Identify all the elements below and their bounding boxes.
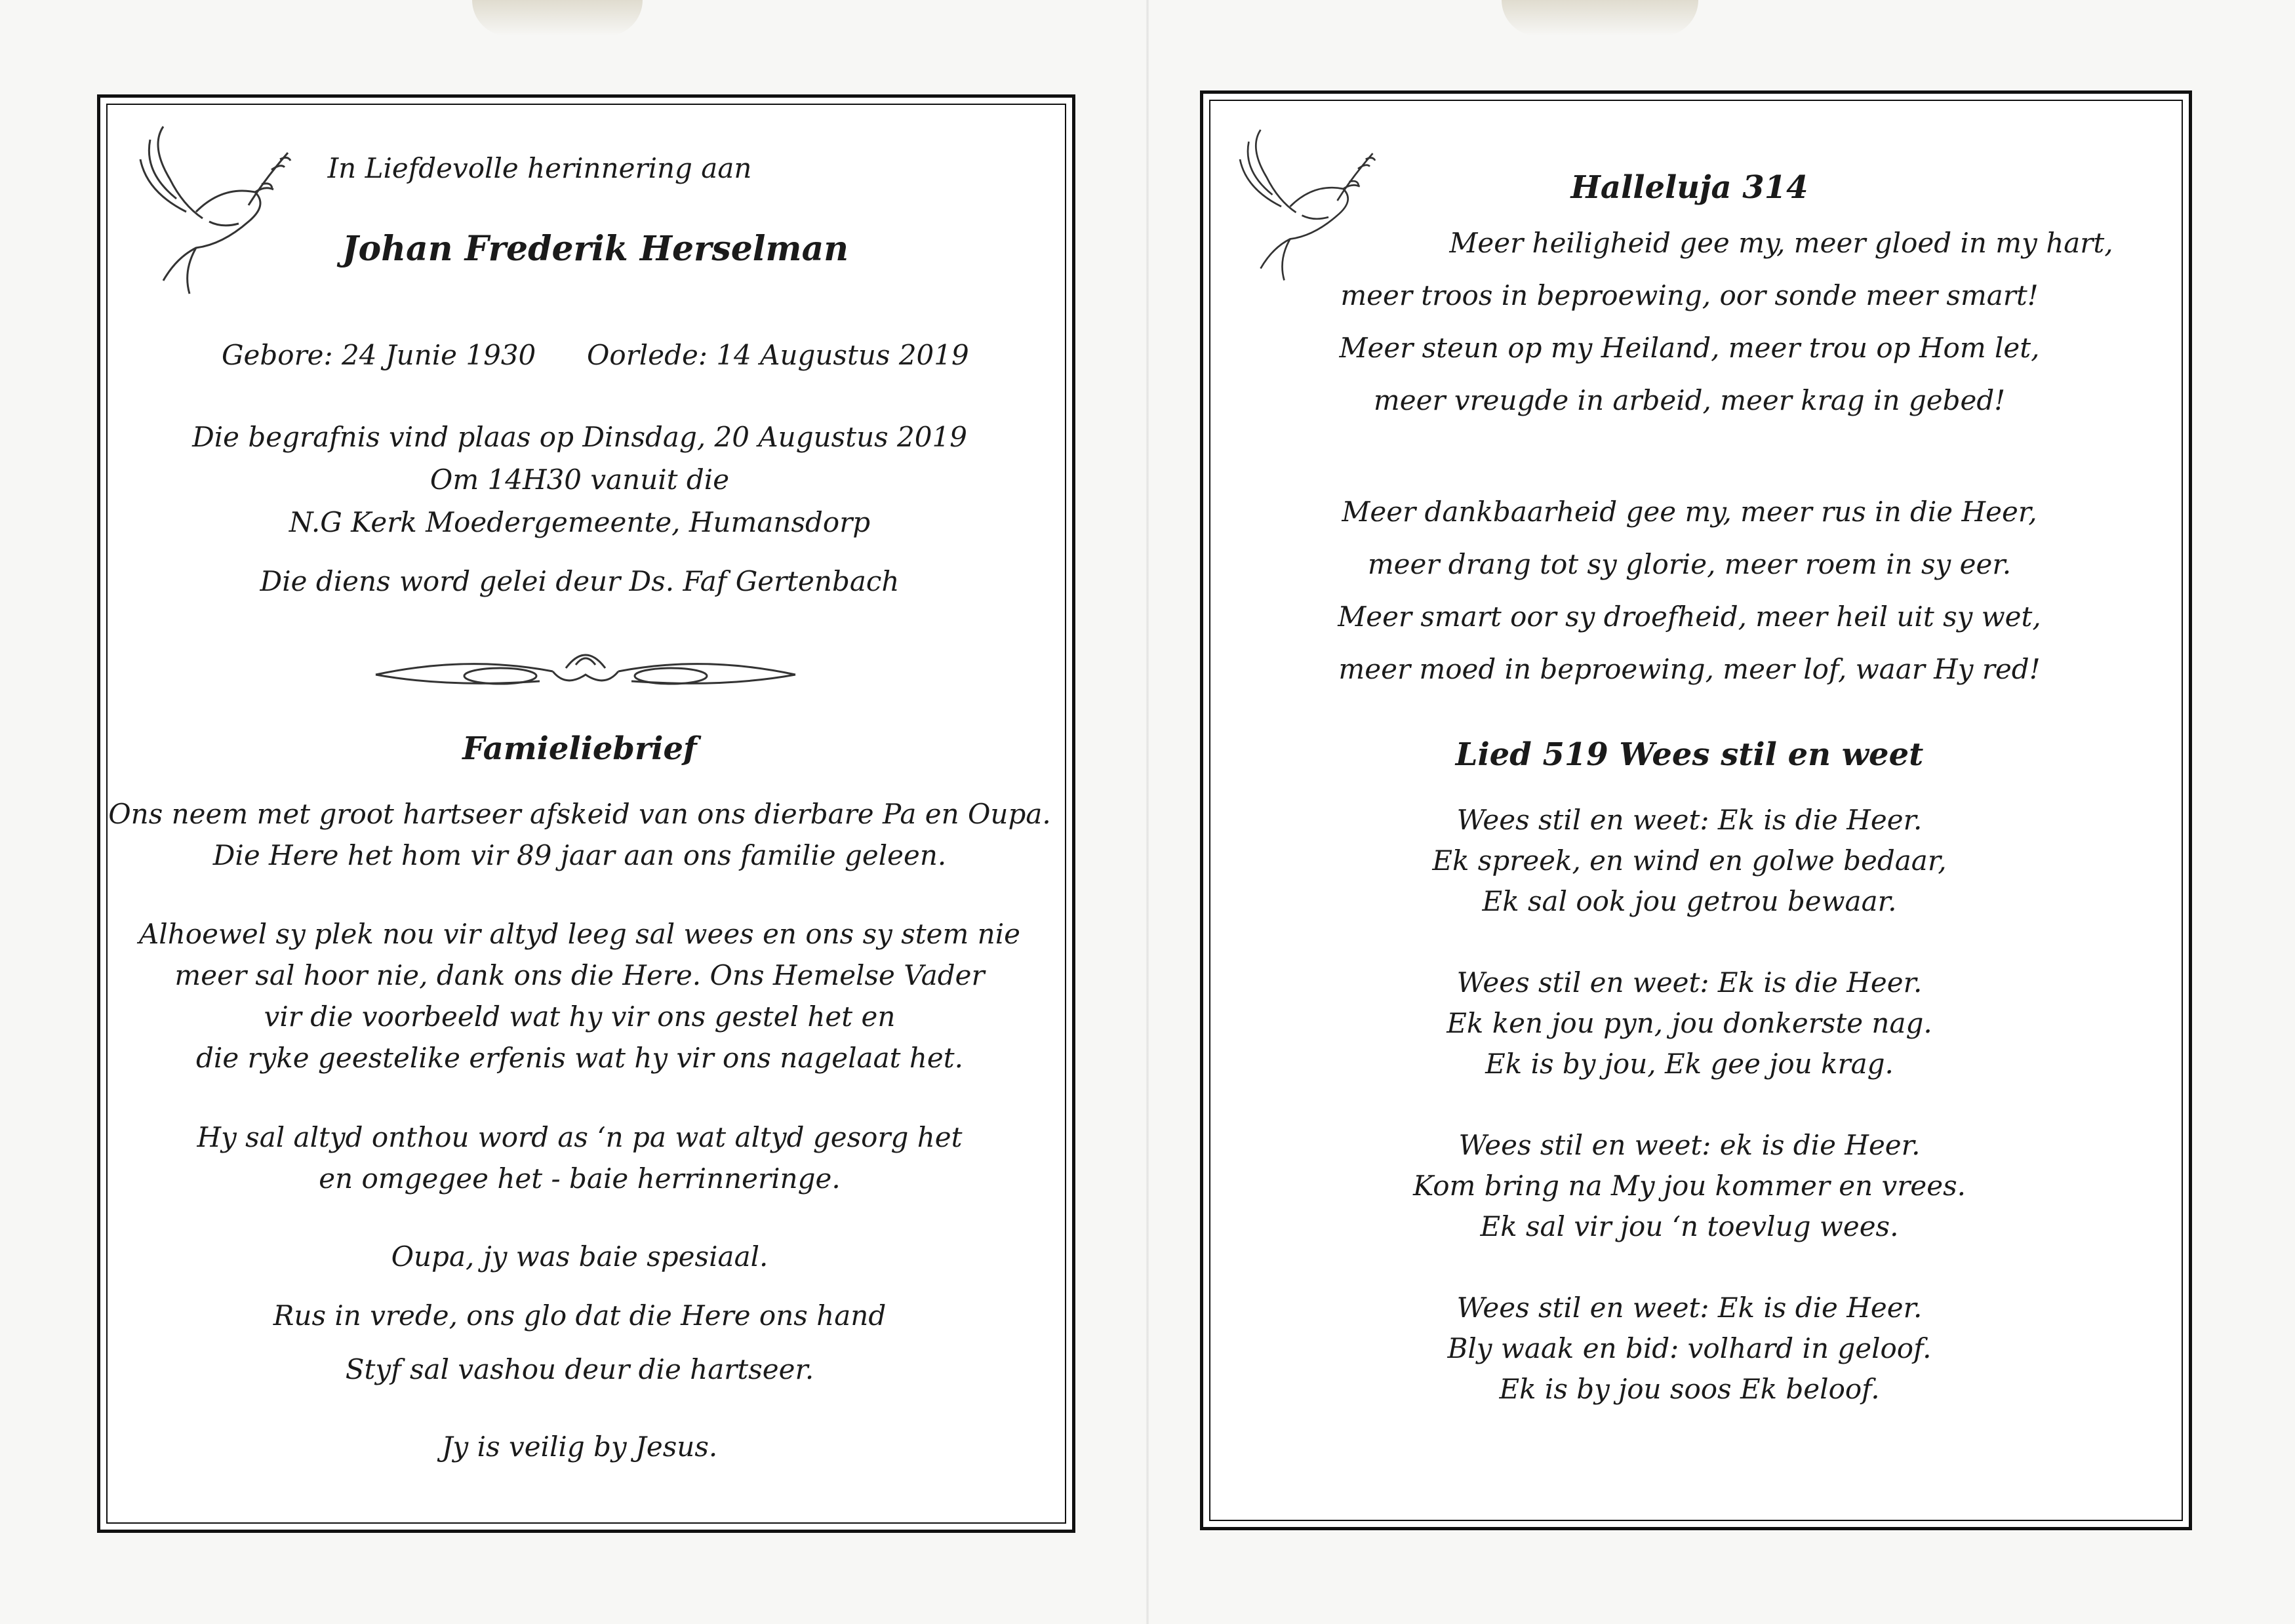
letter-line: Hy sal altyd onthou word as ‘n pa wat altyd gesorg het bbox=[197, 1121, 963, 1153]
letter-line: en omgegee het - baie herrinneringe. bbox=[319, 1162, 841, 1195]
dove-icon bbox=[124, 107, 301, 304]
flourish-divider-icon bbox=[369, 642, 802, 701]
final-line: Jy is veilig by Jesus. bbox=[441, 1431, 718, 1463]
hymn-title: Halleluja 314 bbox=[1570, 169, 1808, 206]
service-line: Om 14H30 vanuit die bbox=[429, 464, 730, 496]
letter-line: Ons neem met groot hartseer afskeid van ons dierbare Pa en Oupa. bbox=[108, 798, 1051, 830]
memorial-card-left bbox=[97, 94, 1075, 1533]
letter-line: die ryke geestelike erfenis wat hy vir ons nagelaat het. bbox=[196, 1042, 963, 1074]
hymn-line: meer moed in beproewing, meer lof, waar Hy red! bbox=[1338, 653, 2041, 685]
letter-line: vir die voorbeeld wat hy vir ons gestel het en bbox=[264, 1000, 896, 1033]
song-line: Bly waak en bid: volhard in geloof. bbox=[1447, 1332, 1932, 1364]
letter-line: Alhoewel sy plek nou vir altyd leeg sal wees en ons sy stem nie bbox=[138, 918, 1021, 950]
closing-line: Rus in vrede, ons glo dat die Here ons hand bbox=[273, 1299, 887, 1332]
song-line: Wees stil en weet: ek is die Heer. bbox=[1458, 1129, 1921, 1161]
song-line: Ek is by jou soos Ek beloof. bbox=[1499, 1373, 1880, 1405]
song-title: Lied 519 Wees stil en weet bbox=[1455, 736, 1924, 773]
memorial-card-right bbox=[1200, 90, 2192, 1530]
hymn-line: Meer dankbaarheid gee my, meer rus in die Heer, bbox=[1342, 496, 2037, 528]
service-line: Die begrafnis vind plaas op Dinsdag, 20 Augustus 2019 bbox=[192, 421, 967, 453]
closing-line: Styf sal vashou deur die hartseer. bbox=[345, 1353, 814, 1385]
birth-date: Gebore: 24 Junie 1930 bbox=[222, 339, 536, 371]
hymn-line: Meer heiligheid gee my, meer gloed in my hart, bbox=[1449, 227, 2113, 259]
song-line: Wees stil en weet: Ek is die Heer. bbox=[1456, 804, 1923, 836]
deceased-name: Johan Frederik Herselman bbox=[342, 229, 849, 269]
hymn-line: Meer smart oor sy droefheid, meer heil uit sy wet, bbox=[1338, 601, 2041, 633]
song-line: Wees stil en weet: Ek is die Heer. bbox=[1456, 966, 1923, 999]
page-fold bbox=[1146, 0, 1149, 1624]
officiant-line: Die diens word gelei deur Ds. Faf Gertenbach bbox=[260, 565, 900, 597]
song-line: Wees stil en weet: Ek is die Heer. bbox=[1456, 1292, 1923, 1324]
letter-line: meer sal hoor nie, dank ons die Here. Ons Hemelse Vader bbox=[174, 959, 985, 991]
song-line: Ek sal vir jou ‘n toevlug wees. bbox=[1480, 1210, 1899, 1242]
song-line: Ek spreek, en wind en golwe bedaar, bbox=[1432, 844, 1947, 877]
song-line: Kom bring na My jou kommer en vrees. bbox=[1413, 1170, 1966, 1202]
oupa-line: Oupa, jy was baie spesiaal. bbox=[391, 1240, 768, 1273]
intro-line: In Liefdevolle herinnering aan bbox=[327, 152, 752, 184]
hymn-line: meer drang tot sy glorie, meer roem in sy eer. bbox=[1367, 548, 2012, 580]
song-line: Ek is by jou, Ek gee jou krag. bbox=[1485, 1048, 1894, 1080]
hymn-line: meer troos in beproewing, oor sonde meer smart! bbox=[1340, 279, 2039, 311]
song-line: Ek sal ook jou getrou bewaar. bbox=[1482, 885, 1897, 917]
hymn-line: meer vreugde in arbeid, meer krag in gebed! bbox=[1373, 384, 2006, 416]
death-date: Oorlede: 14 Augustus 2019 bbox=[587, 339, 969, 371]
song-line: Ek ken jou pyn, jou donkerste nag. bbox=[1447, 1007, 1932, 1039]
letter-line: Die Here het hom vir 89 jaar aan ons familie geleen. bbox=[212, 839, 947, 871]
letter-title: Famieliebrief bbox=[462, 730, 697, 767]
service-line: N.G Kerk Moedergemeente, Humansdorp bbox=[289, 506, 871, 538]
hymn-line: Meer steun op my Heiland, meer trou op Hom let, bbox=[1339, 332, 2040, 364]
